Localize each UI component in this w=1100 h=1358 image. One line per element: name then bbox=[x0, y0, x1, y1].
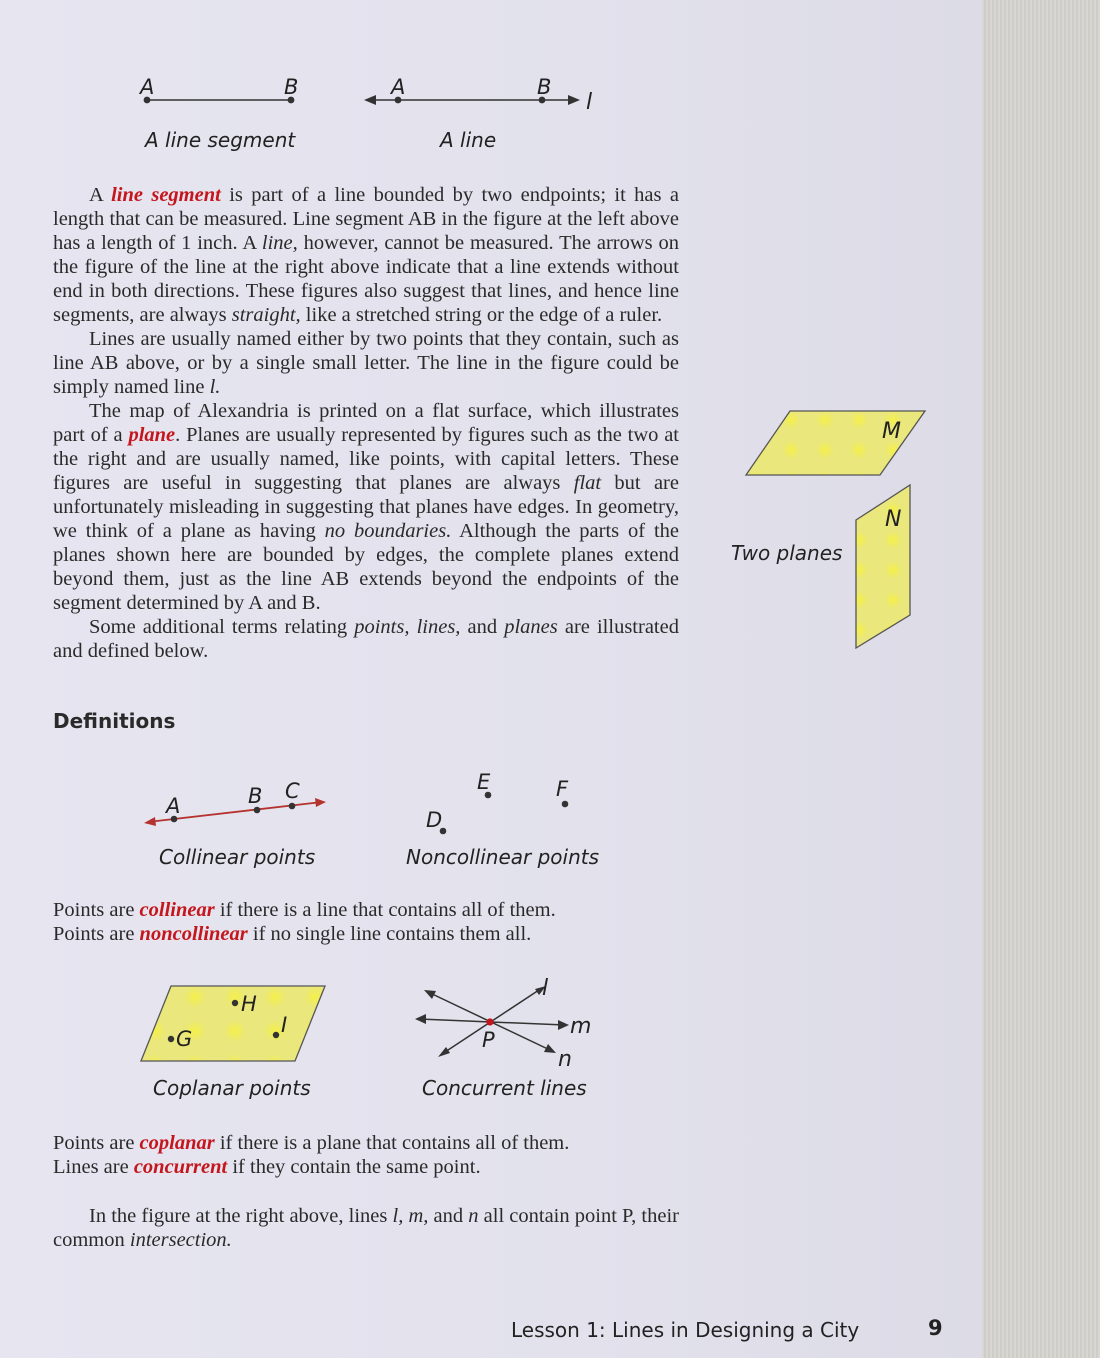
noncollinear-label-f: F bbox=[556, 777, 569, 801]
body-text bbox=[53, 183, 679, 663]
collinear-arrow-right bbox=[315, 798, 326, 807]
segment-caption: A line segment bbox=[145, 128, 296, 152]
coplanar-point-g bbox=[168, 1036, 174, 1042]
coplanar-plane bbox=[141, 986, 325, 1061]
term-plane: plane bbox=[128, 424, 176, 446]
collinear-label-a: A bbox=[166, 794, 181, 818]
noncollinear-label-d: D bbox=[426, 808, 443, 832]
plane-m-label: M bbox=[882, 419, 901, 444]
noncollinear-label-e: E bbox=[477, 770, 491, 794]
collinear-label-b: B bbox=[248, 784, 263, 808]
concurrent-label-p: P bbox=[482, 1028, 495, 1052]
line-label-b: B bbox=[537, 75, 552, 99]
concurrent-label-m: m bbox=[570, 1014, 592, 1039]
noncollinear-figure bbox=[420, 765, 590, 840]
noncollinear-caption: Noncollinear points bbox=[406, 845, 600, 869]
coplanar-label-i: I bbox=[281, 1013, 288, 1037]
paragraph-plane: The map of Alexandria is printed on a flat surface, which illustrates part of a plane. Planes are usually represented by figures such as the two at the right and are usually named, like points, with capital letters. These figures are useful in suggesting that planes are always flat but are unfortunately misleading in suggesting that planes have edges. In geometry, we think of a plane as having no boundaries. Although the parts of the planes shown here are bounded by edges, the complete planes extend beyond them, just as the line AB extends beyond the endpoints of the segment determined by A and B. bbox=[53, 400, 680, 614]
plane-n-label: N bbox=[885, 507, 902, 532]
paragraph-naming-lines: Lines are usually named either by two points that they contain, such as line AB above, or by a single small letter. The line in the figure could be simply named line l. bbox=[53, 328, 679, 398]
term-collinear: collinear bbox=[139, 899, 215, 921]
line-l-arrow-start bbox=[438, 1047, 450, 1057]
collinear-figure bbox=[140, 765, 340, 835]
plane-n bbox=[856, 485, 910, 648]
term-noncollinear: noncollinear bbox=[139, 923, 248, 945]
coplanar-label-g: G bbox=[176, 1027, 193, 1051]
closing-paragraph: In the figure at the right above, lines l, m, and n all contain point P, their common intersection. bbox=[53, 1205, 680, 1251]
definition-coplanar: Points are coplanar if there is a plane that contains all of them. bbox=[53, 1132, 570, 1154]
concurrent-figure bbox=[405, 975, 605, 1070]
line-arrow-left bbox=[364, 95, 376, 105]
segment-label-a: A bbox=[140, 75, 155, 99]
definition-collinear: Points are collinear if there is a line that contains all of them. bbox=[53, 899, 556, 921]
two-planes-caption: Two planes bbox=[731, 541, 843, 565]
point-p bbox=[486, 1018, 493, 1025]
line-n-arrow-start bbox=[424, 990, 436, 999]
lesson-footer: Lesson 1: Lines in Designing a City bbox=[511, 1318, 860, 1342]
line-label-a: A bbox=[391, 75, 406, 99]
two-planes-figure bbox=[740, 405, 935, 655]
coplanar-point-i bbox=[273, 1032, 279, 1038]
term-line-segment: line segment bbox=[111, 184, 221, 206]
definition-noncollinear: Points are noncollinear if no single line contains them all. bbox=[53, 923, 532, 945]
coplanar-point-h bbox=[232, 1000, 238, 1006]
term-coplanar: coplanar bbox=[139, 1132, 215, 1154]
line-label-l: l bbox=[586, 90, 593, 115]
term-concurrent: concurrent bbox=[133, 1156, 228, 1178]
page-edge-strip bbox=[982, 0, 1100, 1358]
coplanar-label-h: H bbox=[241, 992, 257, 1016]
collinear-arrow-left bbox=[144, 817, 156, 826]
line-m-arrow-start bbox=[415, 1014, 426, 1024]
coplanar-caption: Coplanar points bbox=[153, 1076, 311, 1100]
line-segment-and-line-figures bbox=[120, 68, 620, 168]
line-n-arrow-end bbox=[544, 1044, 556, 1053]
line-arrow-right bbox=[568, 95, 580, 105]
noncollinear-point-f bbox=[562, 801, 569, 808]
definition-concurrent: Lines are concurrent if they contain the same point. bbox=[53, 1156, 481, 1178]
collinear-caption: Collinear points bbox=[159, 845, 316, 869]
collinear-point-c bbox=[289, 803, 296, 810]
paragraph-line-segment: A line segment is part of a line bounded by two endpoints; it has a length that can be measured. Line segment AB in the figure at the left above has a length of 1 inch. A line, however, cannot be measured. The arrows on the figure of the line at the right above indicate that a line extends without end in both directions. These figures also suggest that lines, and hence line segments, are always straight, like a stretched string or the edge of a ruler. bbox=[53, 184, 679, 326]
segment-label-b: B bbox=[284, 75, 299, 99]
line-m-arrow-end bbox=[558, 1020, 569, 1030]
paragraph-additional-terms: Some additional terms relating points, lines, and planes are illustrated and defined below. bbox=[53, 616, 679, 662]
coplanar-figure bbox=[135, 980, 335, 1070]
definitions-heading: Definitions bbox=[53, 709, 176, 733]
page-number: 9 bbox=[928, 1316, 943, 1340]
concurrent-label-n: n bbox=[558, 1047, 572, 1070]
line-caption: A line bbox=[440, 128, 497, 152]
collinear-label-c: C bbox=[285, 779, 300, 803]
concurrent-caption: Concurrent lines bbox=[422, 1076, 587, 1100]
concurrent-label-l: l bbox=[542, 976, 549, 1001]
